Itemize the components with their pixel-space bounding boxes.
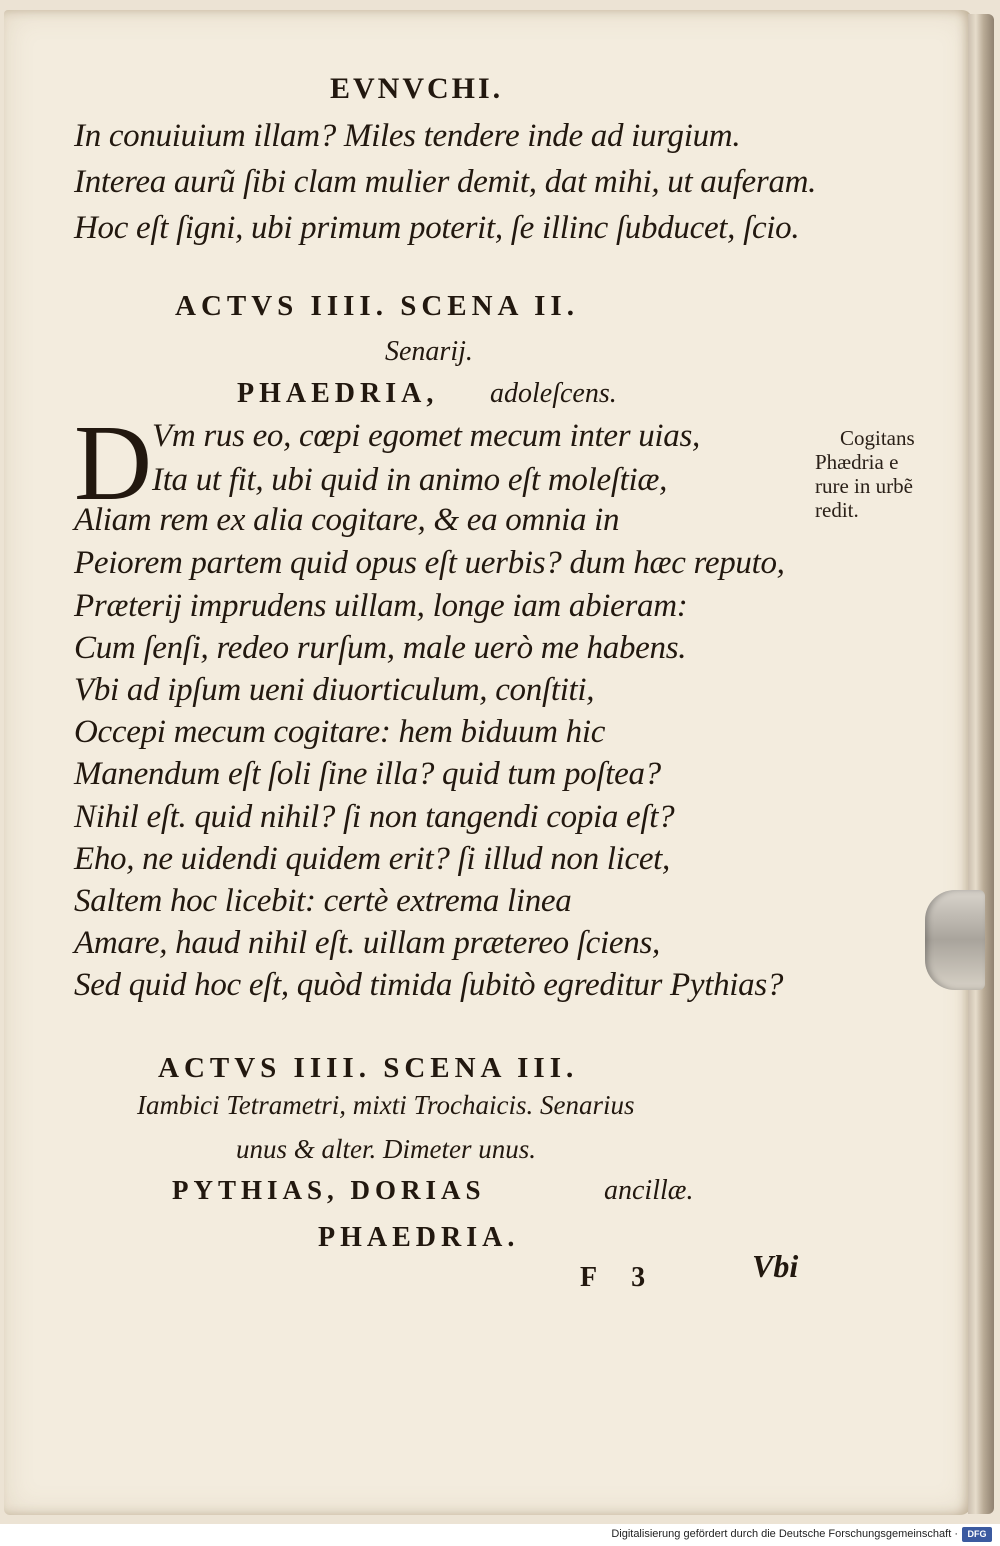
verse-line: Cum ſenſi, redeo rurſum, male uerò me habens. <box>74 630 687 666</box>
verse-line: Sed quid hoc eſt, quòd timida ſubitò egreditur Pythias? <box>74 967 784 1003</box>
catchword: Vbi <box>752 1248 799 1284</box>
drop-capital: D <box>74 404 152 523</box>
meter-label: Iambici Tetrametri, mixti Trochaicis. Senarius <box>137 1090 635 1120</box>
verse-line: Aliam rem ex alia cogitare, & ea omnia in <box>74 502 620 538</box>
speaker-role: adoleſcens. <box>490 378 617 409</box>
speaker-name: PHAEDRIA, <box>237 378 439 409</box>
running-head: EVNVCHI. <box>330 72 504 105</box>
verse-line: Vbi ad ipſum ueni diuorticulum, conſtiti, <box>74 672 595 708</box>
footer-bar <box>0 1524 1000 1546</box>
marginal-note-line: rure in urbẽ <box>815 474 913 498</box>
scene-heading: ACTVS IIII. SCENA II. <box>175 290 579 322</box>
verse-line: Vm rus eo, cœpi egomet mecum inter uias, <box>152 418 700 454</box>
meter-label: unus & alter. Dimeter unus. <box>236 1134 536 1164</box>
verse-line: Nihil eſt. quid nihil? ſi non tangendi copia eſt? <box>74 799 675 835</box>
verse-line: Amare, haud nihil eſt. uillam prætereo ſciens, <box>74 925 660 961</box>
page-edge <box>968 14 994 1514</box>
verse-line: Interea aurũ ſibi clam mulier demit, dat mihi, ut auferam. <box>74 164 817 200</box>
verse-line: Eho, ne uidendi quidem erit? ſi illud non licet, <box>74 841 671 877</box>
verse-line: Peiorem partem quid opus eſt uerbis? dum hæc reputo, <box>74 545 785 581</box>
meter-label: Senarij. <box>385 336 473 367</box>
marginal-note-line: Phædria e <box>815 450 899 474</box>
verse-line: Hoc eſt ſigni, ubi primum poterit, ſe illinc ſubducet, ſcio. <box>74 210 800 246</box>
verse-line: Manendum eſt ſoli ſine illa? quid tum poſtea? <box>74 756 661 792</box>
verse-line: Præterij imprudens uillam, longe iam abieram: <box>74 588 688 624</box>
verse-line: Occepi mecum cogitare: hem biduum hic <box>74 714 606 750</box>
verse-line: Saltem hoc licebit: certè extrema linea <box>74 883 572 919</box>
marginal-note-line: redit. <box>815 498 859 522</box>
speaker-name: PYTHIAS, DORIAS <box>172 1175 486 1205</box>
dfg-logo: DFG <box>962 1527 992 1542</box>
speaker-name: PHAEDRIA. <box>318 1222 520 1253</box>
marginal-note-line: Cogitans <box>840 426 915 450</box>
footer-credit: Digitalisierung gefördert durch die Deutsche Forschungsgemeinschaft · <box>611 1528 958 1540</box>
scene-heading: ACTVS IIII. SCENA III. <box>158 1052 579 1084</box>
signature-mark: F 3 <box>580 1262 660 1293</box>
verse-line: Ita ut fit, ubi quid in animo eſt moleſtiæ, <box>152 462 668 498</box>
page-clip <box>925 890 985 990</box>
speaker-role: ancillæ. <box>604 1175 694 1206</box>
verse-line: In conuiuium illam? Miles tendere inde ad iurgium. <box>74 118 741 154</box>
